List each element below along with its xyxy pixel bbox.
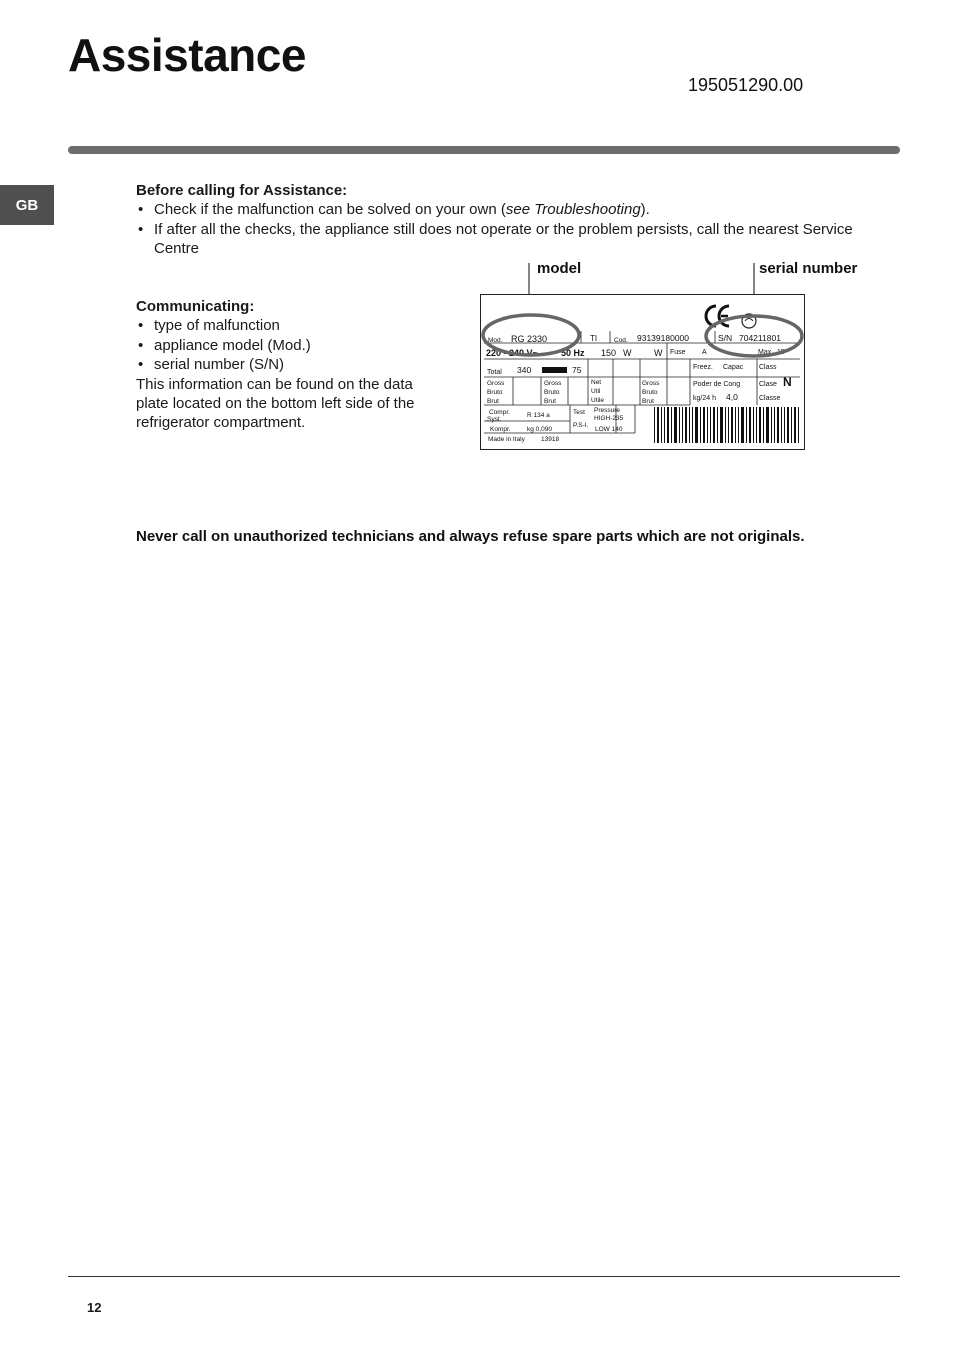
net-line1: Net bbox=[591, 379, 602, 386]
sn-value: 704211801 bbox=[739, 333, 781, 343]
communicating-section bbox=[136, 297, 436, 433]
compr-line1: Compr. bbox=[489, 409, 510, 416]
gross1-line2: Bruto bbox=[487, 389, 503, 396]
refrigerant-value: R 134 a bbox=[527, 412, 550, 419]
kg24-value: 4,0 bbox=[726, 392, 738, 402]
compr-line2: Syst. bbox=[487, 416, 502, 423]
mod-label: Mod. bbox=[488, 337, 503, 344]
sn-label: S/N bbox=[718, 333, 733, 343]
amp-unit: A bbox=[702, 349, 707, 356]
watts-unit: W bbox=[623, 348, 632, 358]
gross2-line1: Gross bbox=[544, 380, 562, 387]
poder-label: Poder de Cong bbox=[693, 381, 741, 388]
gross3-line2: Bruto bbox=[642, 389, 658, 396]
language-tab: GB bbox=[0, 185, 54, 225]
psi-label: P.S-I. bbox=[573, 422, 589, 429]
serial-number-callout-label: serial number bbox=[759, 260, 858, 277]
communicating-item-2: • appliance model (Mod.) bbox=[136, 336, 436, 355]
data-plate-svg bbox=[470, 255, 870, 455]
before-calling-heading: Before calling for Assistance: bbox=[136, 182, 348, 199]
total-value: 340 bbox=[517, 365, 532, 375]
refrigerant-charge: kg 0,090 bbox=[527, 426, 552, 433]
before-calling-list bbox=[136, 200, 896, 258]
before-calling-item-1 bbox=[136, 200, 896, 219]
pressure-line1: Pressure bbox=[594, 407, 621, 414]
pressure-low: LOW 140 bbox=[595, 426, 623, 433]
fuse-label: Fuse bbox=[670, 349, 686, 356]
clase-value: N bbox=[783, 375, 792, 389]
pressure-line2: HIGH-235 bbox=[594, 415, 624, 422]
communicating-heading: Communicating: bbox=[136, 298, 255, 315]
total-label: Total bbox=[487, 369, 502, 376]
made-in-label: Made in Italy bbox=[488, 436, 525, 443]
communicating-item-3: • serial number (S/N) bbox=[136, 355, 436, 374]
gross3-line1: Gross bbox=[642, 380, 660, 387]
data-plate-illustration bbox=[470, 255, 870, 455]
kompr-label: Kompr. bbox=[490, 426, 511, 433]
ti-label: TI bbox=[590, 334, 598, 343]
freezer-value: 75 bbox=[572, 365, 582, 375]
cod-value: 93139180000 bbox=[637, 333, 690, 343]
warning-text: Never call on unauthorized technicians and always refuse spare parts which are not originals. bbox=[136, 528, 805, 545]
gross1-line3: Brut bbox=[487, 398, 499, 405]
communicating-note: This information can be found on the data plate located on the bottom left side of the refrigerator compartment. bbox=[136, 375, 415, 432]
class-label: Class bbox=[759, 364, 777, 371]
voltage-value: 220 - 240 V~ bbox=[486, 348, 538, 358]
made-in-code: 13918 bbox=[541, 436, 560, 443]
test-label: Test bbox=[573, 409, 585, 416]
before-calling-item-2: • If after all the checks, the appliance still does not operate or the problem persists, call the nearest Service Centre bbox=[136, 220, 896, 259]
cod-label: Cod. bbox=[614, 337, 628, 344]
capac-label: Capac bbox=[723, 364, 744, 371]
document-code: 195051290.00 bbox=[688, 75, 804, 95]
freezer-star-icon bbox=[542, 367, 567, 373]
max-value: 15 bbox=[777, 349, 785, 356]
kg24-label: kg/24 h bbox=[693, 395, 716, 402]
mod-value: RG 2330 bbox=[511, 334, 548, 344]
before-calling-section bbox=[136, 181, 896, 259]
watts-value: 150 bbox=[601, 348, 617, 358]
gross1-line1: Gross bbox=[487, 380, 505, 387]
classe-label: Classe bbox=[759, 395, 781, 402]
max-label: Max bbox=[758, 349, 772, 356]
page-title: Assistance bbox=[68, 29, 306, 81]
freez-label: Freez. bbox=[693, 364, 713, 371]
communicating-item-1: • type of malfunction bbox=[136, 316, 436, 335]
troubleshooting-reference: see Troubleshooting bbox=[505, 201, 641, 219]
gross3-line3: Brut bbox=[642, 398, 654, 405]
hz-value: 50 Hz bbox=[561, 348, 585, 358]
clase-label: Clase bbox=[759, 381, 777, 388]
bullet1-text: Check if the malfunction can be solved on your own ( bbox=[154, 201, 506, 219]
net-line3: Utile bbox=[591, 397, 605, 404]
model-callout-label: model bbox=[537, 260, 582, 277]
page-number: 12 bbox=[87, 1300, 102, 1315]
header-rule bbox=[68, 146, 900, 154]
gross2-line3: Brut bbox=[544, 398, 556, 405]
communicating-list bbox=[136, 316, 436, 374]
bullet1-end: ). bbox=[640, 201, 650, 219]
lamp-watts-unit: W bbox=[654, 348, 663, 358]
net-line2: Util bbox=[591, 388, 601, 395]
gross2-line2: Bruto bbox=[544, 389, 560, 396]
footer-rule bbox=[68, 1276, 900, 1277]
